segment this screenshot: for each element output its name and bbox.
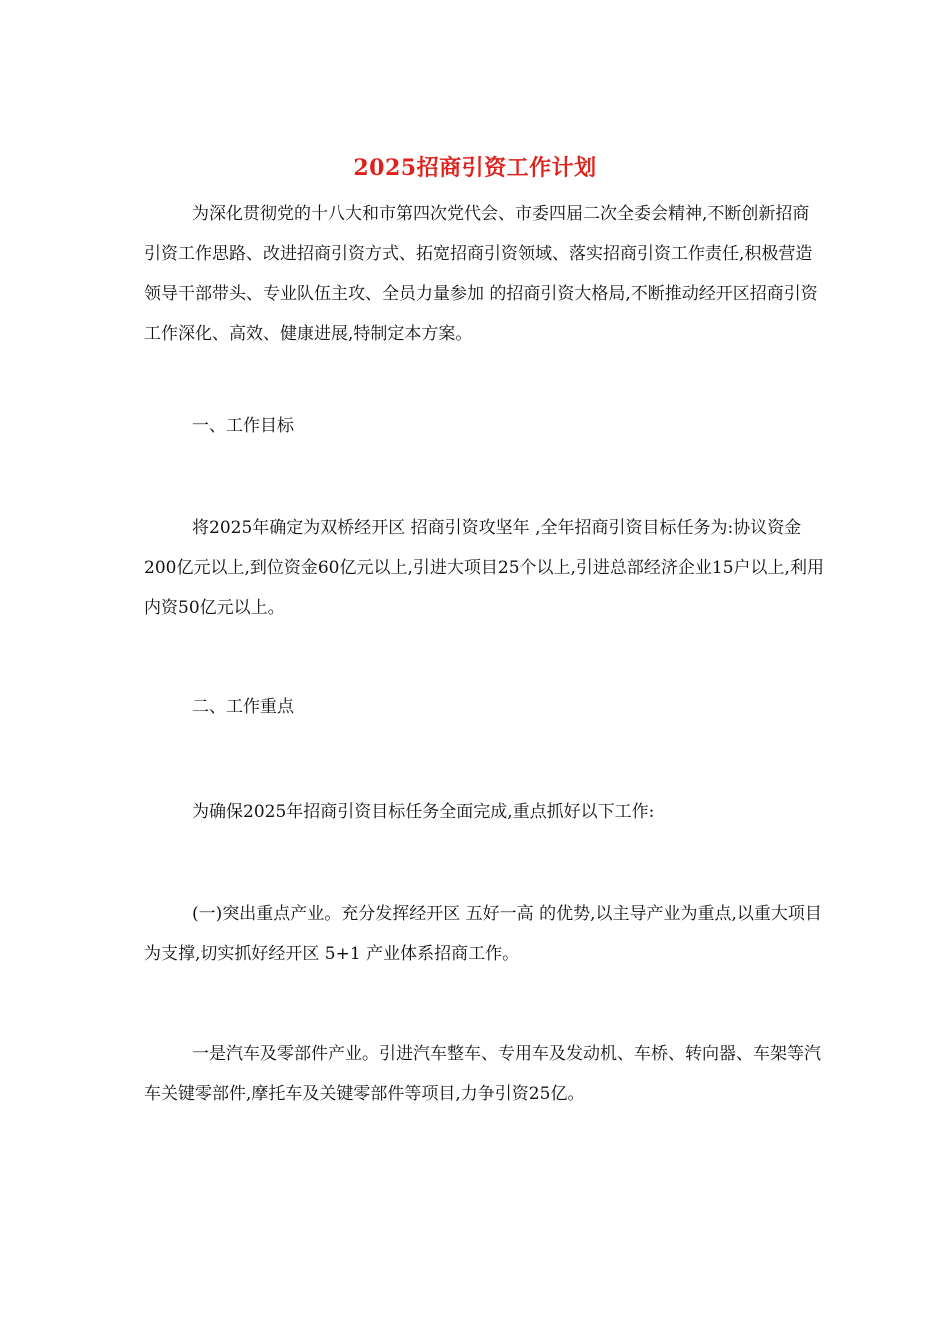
auto-industry-paragraph: 一是汽车及零部件产业。引进汽车整车、专用车及发动机、车桥、转向器、车架等汽车关键零部件,摩托车及关键零部件等项目,力争引资25亿。	[144, 1044, 821, 1104]
section-heading-goals: 一、工作目标	[192, 416, 294, 436]
intro-paragraph: 为深化贯彻党的十八大和市第四次党代会、市委四届二次全委会精神,不断创新招商引资工作思路、改进招商引资方式、拓宽招商引资领域、落实招商引资工作责任,积极营造 领导干部带头、专业队伍主攻、全员力量参加 的招商引资大格局,不断推动经开区招商引资工作深化、高效、健康进展,特制定本方案。	[144, 204, 818, 344]
section-heading-focus: 二、工作重点	[192, 697, 294, 717]
focus-intro-paragraph: 为确保2025年招商引资目标任务全面完成,重点抓好以下工作:	[192, 802, 655, 822]
focus-item-paragraph: (一)突出重点产业。充分发挥经开区 五好一高 的优势,以主导产业为重点,以重大项目为支撑,切实抓好经开区 5+1 产业体系招商工作。	[144, 904, 822, 964]
goals-paragraph: 将2025年确定为双桥经开区 招商引资攻坚年 ,全年招商引资目标任务为:协议资金200亿元以上,到位资金60亿元以上,引进大项目25个以上,引进总部经济企业15户以上,利用内资50亿元以上。	[144, 518, 824, 618]
document-title: 2025招商引资工作计划	[353, 155, 597, 181]
